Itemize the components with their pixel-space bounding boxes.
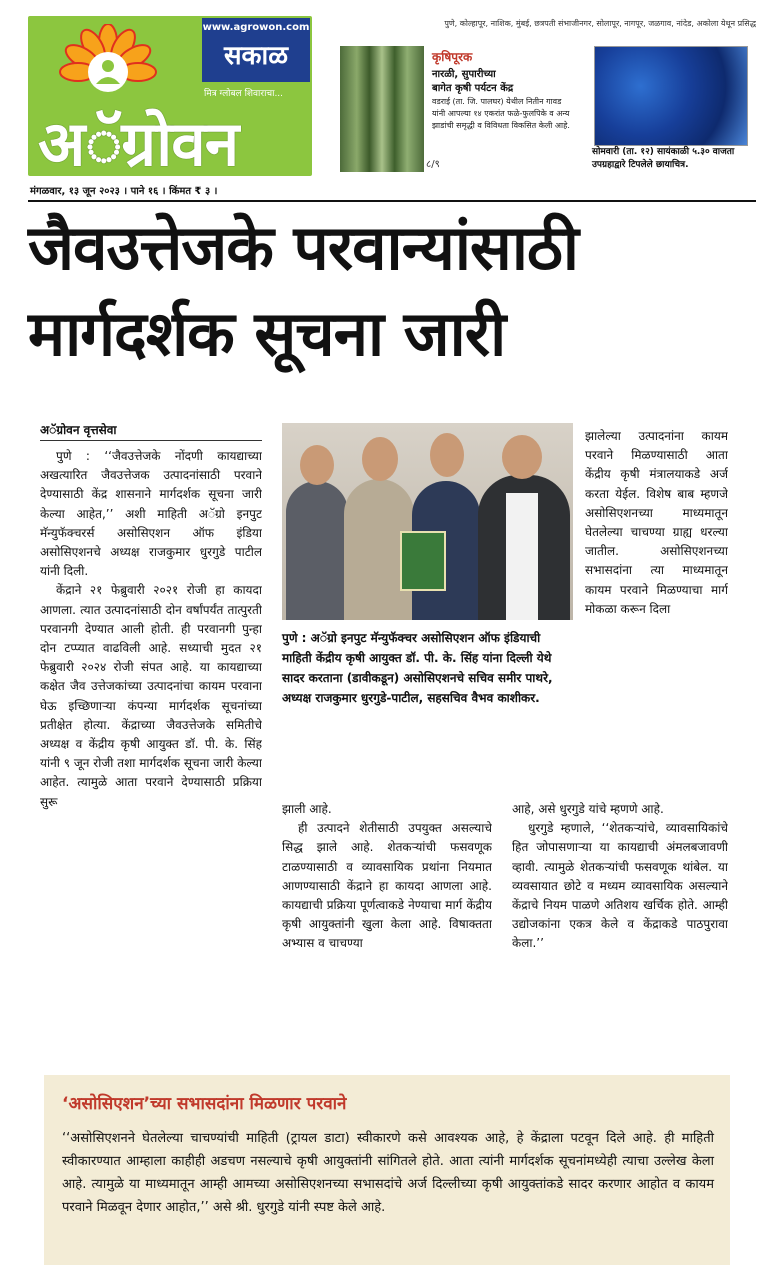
masthead (28, 16, 756, 178)
paragraph: झाली आहे. (282, 802, 332, 816)
edition-cities: पुणे, कोल्हापूर, नाशिक, मुंबई, छत्रपती संभाजीनगर, सोलापूर, नागपूर, जळगाव, नांदेड, अकोला येथून प्रसिद्ध (444, 19, 756, 28)
person-shirt (506, 493, 538, 620)
person-head (430, 433, 464, 477)
paragraph: केंद्राने २१ फेब्रुवारी २०२१ रोजी हा कायदा आणला. त्यात उत्पादनांसाठी दोन वर्षांपर्यंत तात्पुरती परवानगी देण्यात आली होती. ही परवानगी पुन्हा दोन टप्प्यात वाढविली आहे. सध्याची मुदत २१ फेब्रुवारी २०२४ रोजी संपत आहे. या कायद्याच्या कक्षेत जैव उत्तेजकांच्या उत्पादनांचा कायम परवाना घेऊ इच्छिणाऱ्या कंपन्या मार्गदर्शक सूचनांच्या प्रतीक्षेत होत्या. केंद्राच्या जैवउत्तेजके समितीचे अध्यक्ष व केंद्रीय कृषी आयुक्त डॉ. पी. के. सिंह यांनी ९ जून रोजी तशा मार्गदर्शक सूचना जारी केल्या आहेत. त्यामुळे आता परवाने देण्यासाठी प्रक्रिया सुरू (40, 583, 262, 809)
teaser-headline-line-1: नारळी, सुपारीच्या (432, 69, 496, 80)
teaser-weather[interactable] (586, 38, 756, 178)
teaser-page-ref: ८/९ (426, 159, 440, 170)
teaser-headline-line-2: बागेत कृषी पर्यटन केंद्र (432, 83, 514, 94)
person-figure (286, 481, 348, 620)
article-column-1 (40, 447, 262, 1057)
headline-line-2: मार्गदर्शक सूचना जारी (28, 297, 506, 370)
teaser-body: वडराई (ता. जि. पालघर) येथील नितीन गावड यांनी आपल्या १४ एकरांत फळे-फुलपिके व अन्य झाडांची समृद्धी व विविधता विकसित केली आहे. (432, 97, 570, 130)
brand-name: अॅग्रोवन (38, 107, 239, 176)
date-line: मंगळवार, १३ जून २०२३ । पाने १६ । किंमत ₹ ३ । (30, 186, 218, 197)
article-column-3-top (585, 427, 728, 797)
article-column-3-bottom (512, 800, 728, 1058)
photo-caption: पुणे : अॅग्रो इनपुट मॅन्युफॅक्चर असोसिएशन ऑफ इंडियाची माहिती केंद्रीय कृषी आयुक्त डॉ. पी. के. सिंह यांना दिल्ली येथे सादर करताना (डावीकडून) असोसिएशनचे सचिव समीर पाथरे, अध्यक्ष राजकुमार धुरगुडे-पाटील, सहसचिव वैभव काशीकर. (282, 631, 553, 705)
article-column-2 (282, 800, 492, 1058)
teaser-agri-tourism[interactable] (334, 34, 574, 176)
divider (40, 440, 262, 441)
satellite-caption: सोमवारी (ता. १२) सायंकाळी ५.३० वाजता उपग्रहाद्वारे टिपलेले छायाचित्र. (592, 147, 735, 170)
paragraph: पुणे : ‘‘जैवउत्तेजके नोंदणी कायद्याच्या अखत्यारित जैवउत्तेजक उत्पादनांसाठी परवाने देण्यासाठी केंद्र शासनाने मार्गदर्शक सूचना जारी केल्या आहेत,’’ अशी माहिती अॅग्रो इनपुट मॅन्युफॅक्चरर्स असोसिएशन ऑफ इंडिया असोसिएशनचे अध्यक्ष राजकुमार धुरगुडे पाटील यांनी दिली. (40, 449, 262, 579)
headline-line-1: जैवउत्तेजके परवान्यांसाठी (28, 211, 578, 284)
divider (28, 200, 756, 202)
person-head (502, 435, 542, 479)
paragraph: आहे, असे धुरगुडे यांचे म्हणणे आहे. (512, 802, 664, 816)
sakal-wordmark: सकाळ (223, 41, 289, 71)
report-book (400, 531, 446, 591)
tagline: मित्र ग्लोबल शिवाराचा... (204, 89, 284, 99)
paragraph: ही उत्पादने शेतीसाठी उपयुक्त असल्याचे सिद्ध झाले आहे. शेतकऱ्यांची फसवणूक टाळण्यासाठी व व्यावसायिक प्रथांना नियमात आणण्यासाठी केंद्राने हा कायदा आणला आहे. कायद्याची प्रक्रिया पूर्णत्वाकडे नेण्याचा मार्ग केंद्रीय कृषी आयुक्तांनी खुला केला आहे. विषाक्तता अभ्यास व चाचण्या (282, 821, 492, 951)
highlight-body: ‘‘असोसिएशनने घेतलेल्या चाचण्यांची माहिती (ट्रायल डाटा) स्वीकारणे कसे आवश्यक आहे, हे केंद्राला पटवून दिले आहे. ही माहिती स्वीकारण्यात आम्हाला काहीही अडचण नसल्याचे कृषी आयुक्तांनी सांगितले होते. आता त्यांनी मार्गदर्शक सूचनांमध्येही त्याचा उल्लेख केला आहे. त्यामुळे या माध्यमातून आम्ही आमच्या असोसिएशनच्या सभासदांचे अर्ज दिल्लीच्या कृषी आयुक्तांकडे सादर करणार आहोत व कायम परवाने मिळवून देणार आहोत,’’ असे श्री. धुरगुडे यांनी स्पष्ट केले आहे. (62, 1131, 714, 1215)
teaser-kicker: कृषिपूरक (432, 50, 473, 64)
person-head (362, 437, 398, 481)
byline: अॅग्रोवन वृत्तसेवा (40, 423, 117, 437)
site-url[interactable]: www.agrowon.com (202, 22, 310, 33)
highlight-box (44, 1075, 730, 1265)
article-photo (282, 423, 573, 620)
agrowon-logo[interactable] (28, 16, 312, 176)
paragraph: धुरगुडे म्हणाले, ‘‘शेतकऱ्यांचे, व्यावसायिकांचे हित जोपासणाऱ्या या कायद्याची अंमलबजावणी व्हावी. त्यामुळे शेतकऱ्यांची फसवणूक थांबेल. या व्यवसायात छोटे व मध्यम व्यावसायिक असल्याने केंद्राचे नियम पाळणे अतिशय खर्चिक होते. आम्ही उद्योजकांना एकत्र केले व केंद्राकडे पाठपुरावा केला.’’ (512, 821, 728, 951)
sakal-badge (202, 18, 310, 82)
paragraph: झालेल्या उत्पादनांना कायम परवाने मिळण्यासाठी आता केंद्रीय कृषी मंत्रालयाकडे अर्ज करता येईल. विशेष बाब म्हणजे असोसिएशनच्या माध्यमातून घेतलेल्या चाचण्या ग्राह्य धरल्या जातील. असोसिएशनच्या सभासदांना त्या माध्यमातून कायम परवाने मिळण्याचा मार्ग मोकळा करून दिला (585, 429, 728, 616)
person-head (300, 445, 334, 485)
teaser-photo (340, 46, 424, 172)
highlight-title: ‘असोसिएशन’च्या सभासदांना मिळणार परवाने (62, 1094, 347, 1114)
satellite-image (594, 46, 748, 146)
